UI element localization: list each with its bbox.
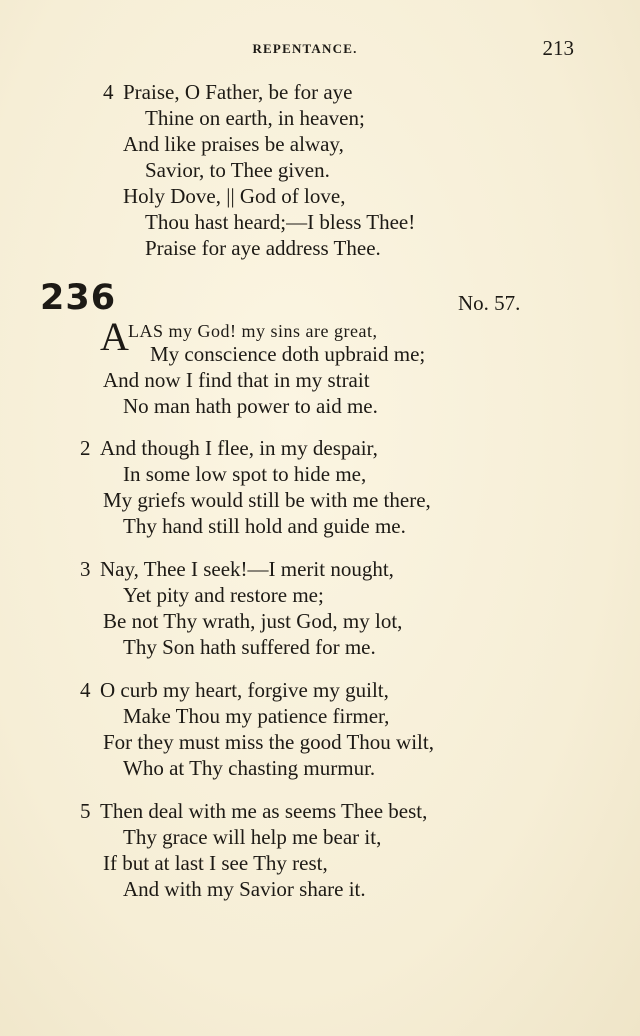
verse-3-line-3: Be not Thy wrath, just God, my lot, — [103, 609, 403, 633]
verse-number: 2 — [80, 436, 91, 460]
verse-5-line-2: Thy grace will help me bear it, — [123, 825, 382, 849]
verse-1-line-2: My conscience doth upbraid me; — [150, 342, 426, 366]
verse-4-line-2: Make Thou my patience firmer, — [123, 704, 390, 728]
prev-verse-line-6: Thou hast heard;—I bless Thee! — [145, 210, 416, 234]
verse-number: 5 — [80, 799, 91, 823]
verse-number: 3 — [80, 557, 91, 581]
drop-cap: A — [100, 314, 129, 359]
verse-5-line-3: If but at last I see Thy rest, — [103, 851, 328, 875]
verse-2-line-1 — [80, 436, 378, 460]
verse-line: And though I flee, in my despair, — [100, 436, 378, 460]
verse-3-line-1 — [80, 557, 394, 581]
verse-5-line-1 — [80, 799, 427, 823]
prev-verse-line-3: And like praises be alway, — [123, 132, 344, 156]
prev-verse-line-2: Thine on earth, in heaven; — [145, 106, 365, 130]
verse-4-line-3: For they must miss the good Thou wilt, — [103, 730, 434, 754]
verse-line: Then deal with me as seems Thee best, — [100, 799, 428, 823]
verse-2-line-3: My griefs would still be with me there, — [103, 488, 431, 512]
verse-1-line-3: And now I find that in my strait — [103, 368, 370, 392]
prev-verse-line-1 — [103, 80, 353, 104]
verse-3-line-2: Yet pity and restore me; — [123, 583, 324, 607]
verse-line: Nay, Thee I seek!—I merit nought, — [100, 557, 394, 581]
prev-verse-line-7: Praise for aye address Thee. — [145, 236, 381, 260]
verse-1-line-4: No man hath power to aid me. — [123, 394, 378, 418]
verse-2-line-4: Thy hand still hold and guide me. — [123, 514, 406, 538]
tune-reference: No. 57. — [458, 291, 521, 315]
page-number: 213 — [542, 36, 574, 60]
prev-verse-line-4: Savior, to Thee given. — [145, 158, 330, 182]
verse-4-line-1 — [80, 678, 389, 702]
verse-5-line-4: And with my Savior share it. — [123, 877, 366, 901]
verse-4-line-4: Who at Thy chasting murmur. — [123, 756, 376, 780]
verse-2-line-2: In some low spot to hide me, — [123, 462, 367, 486]
verse-line: O curb my heart, forgive my guilt, — [100, 678, 389, 702]
running-title: REPENTANCE. — [252, 41, 358, 56]
hymn-first-line — [128, 318, 377, 343]
hymn-number: 236 — [40, 278, 117, 318]
verse-line: Praise, O Father, be for aye — [123, 80, 353, 104]
verse-number: 4 — [80, 678, 91, 702]
verse-number: 4 — [103, 80, 114, 104]
first-line-text: LAS my God! my sins are great, — [128, 321, 378, 341]
verse-3-line-4: Thy Son hath suffered for me. — [123, 635, 376, 659]
prev-verse-line-5: Holy Dove, || God of love, — [123, 184, 346, 208]
